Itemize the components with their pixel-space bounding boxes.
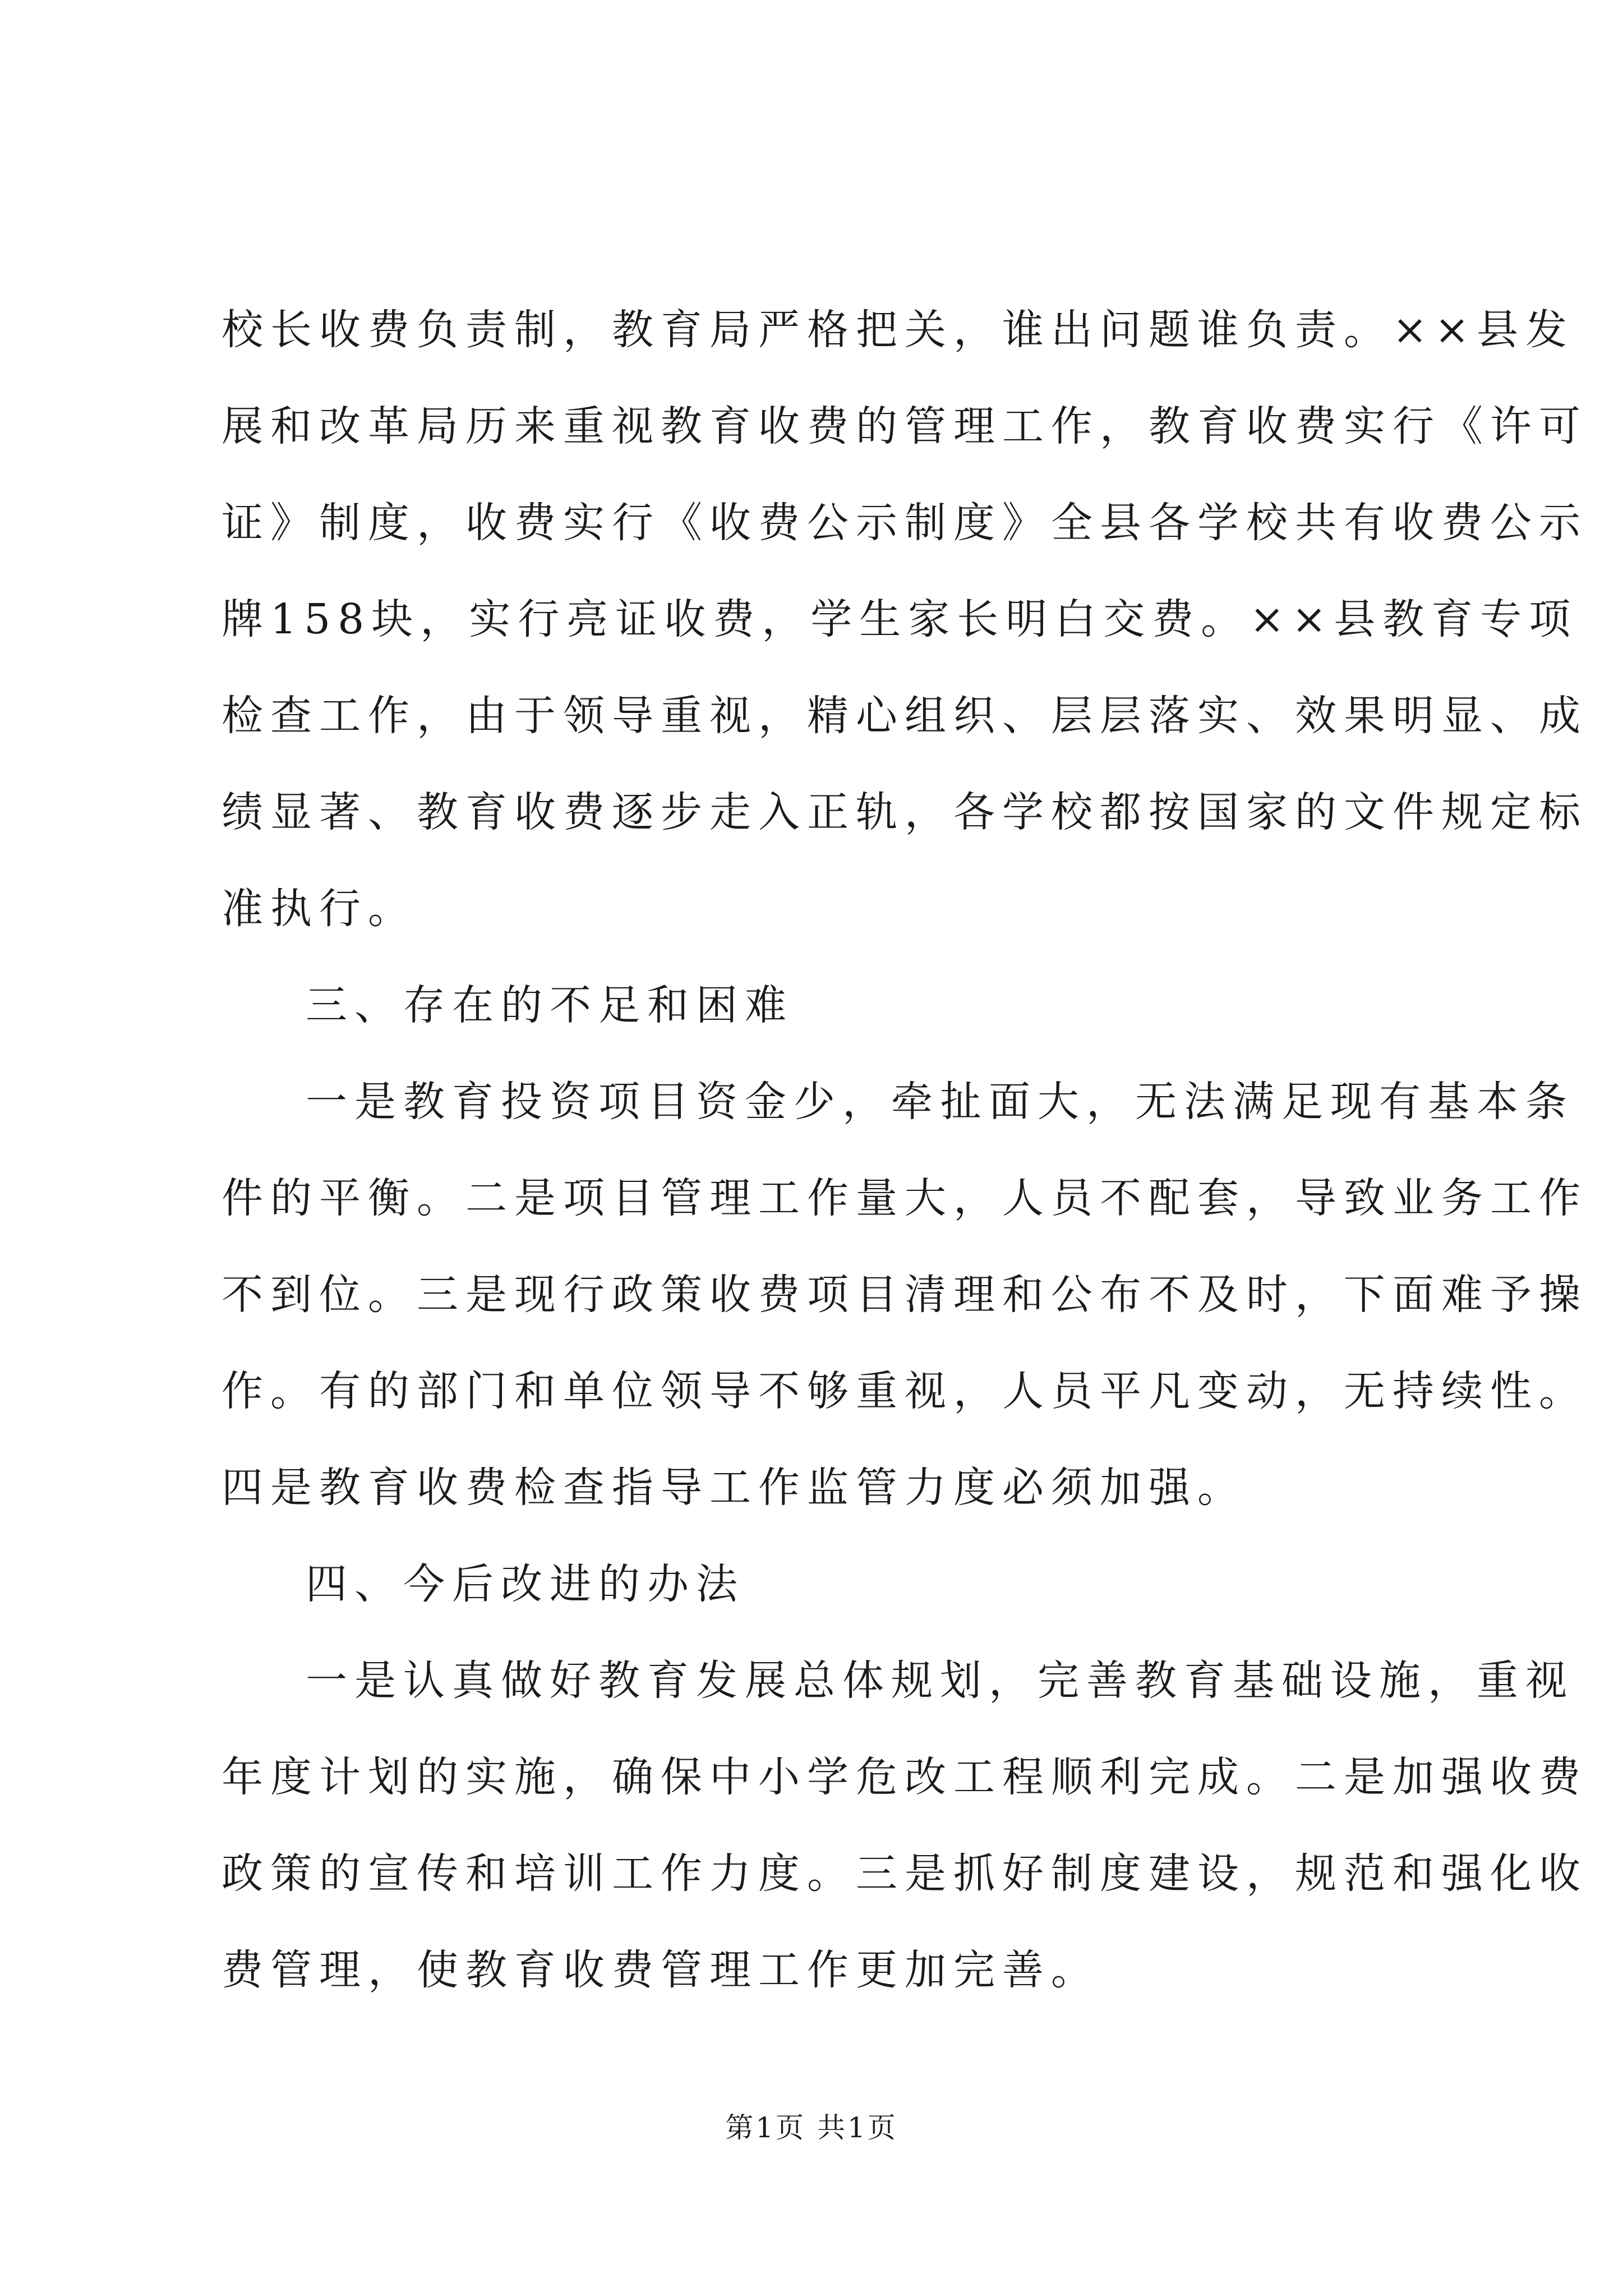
paragraph-line: 准执行。 <box>222 885 417 933</box>
paragraph-line: 件的平衡。二是项目管理工作量大，人员不配套，导致业务工作 <box>222 1174 1588 1222</box>
document-body <box>222 282 1588 2018</box>
paragraph-line: 牌158块，实行亮证收费，学生家长明白交费。××县教育专项 <box>222 595 1578 643</box>
paragraph-line: 四是教育收费检查指导工作监管力度必须加强。 <box>222 1464 1246 1512</box>
page-footer <box>0 2108 1623 2147</box>
paragraph-line: 展和改革局历来重视教育收费的管理工作，教育收费实行《许可 <box>222 402 1588 450</box>
paragraph-line: 检查工作，由于领导重视，精心组织、层层落实、效果明显、成 <box>222 692 1588 740</box>
paragraph-line: 不到位。三是现行政策收费项目清理和公布不及时，下面难予操 <box>222 1271 1588 1319</box>
paragraph-line: 校长收费负责制，教育局严格把关，谁出问题谁负责。××县发 <box>222 306 1575 354</box>
paragraph-line: 政策的宣传和培训工作力度。三是抓好制度建设，规范和强化收 <box>222 1849 1588 1898</box>
paragraph-line: 一是认真做好教育发展总体规划，完善教育基础设施，重视 <box>306 1657 1574 1705</box>
paragraph-line: 一是教育投资项目资金少，牵扯面大，无法满足现有基本条 <box>306 1078 1574 1126</box>
paragraph-line: 绩显著、教育收费逐步走入正轨，各学校都按国家的文件规定标 <box>222 788 1588 836</box>
paragraph-line: 作。有的部门和单位领导不够重视，人员平凡变动，无持续性。 <box>222 1367 1588 1415</box>
section-heading-shortcomings: 三、存在的不足和困难 <box>306 981 794 1029</box>
paragraph-line: 年度计划的实施，确保中小学危改工程顺利完成。二是加强收费 <box>222 1753 1588 1801</box>
paragraph-line: 证》制度，收费实行《收费公示制度》全县各学校共有收费公示 <box>222 499 1588 547</box>
section-heading-improvements: 四、今后改进的办法 <box>306 1560 745 1608</box>
page-indicator: 第1页 共1页 <box>725 2111 898 2144</box>
paragraph-line: 费管理，使教育收费管理工作更加完善。 <box>222 1946 1100 1994</box>
